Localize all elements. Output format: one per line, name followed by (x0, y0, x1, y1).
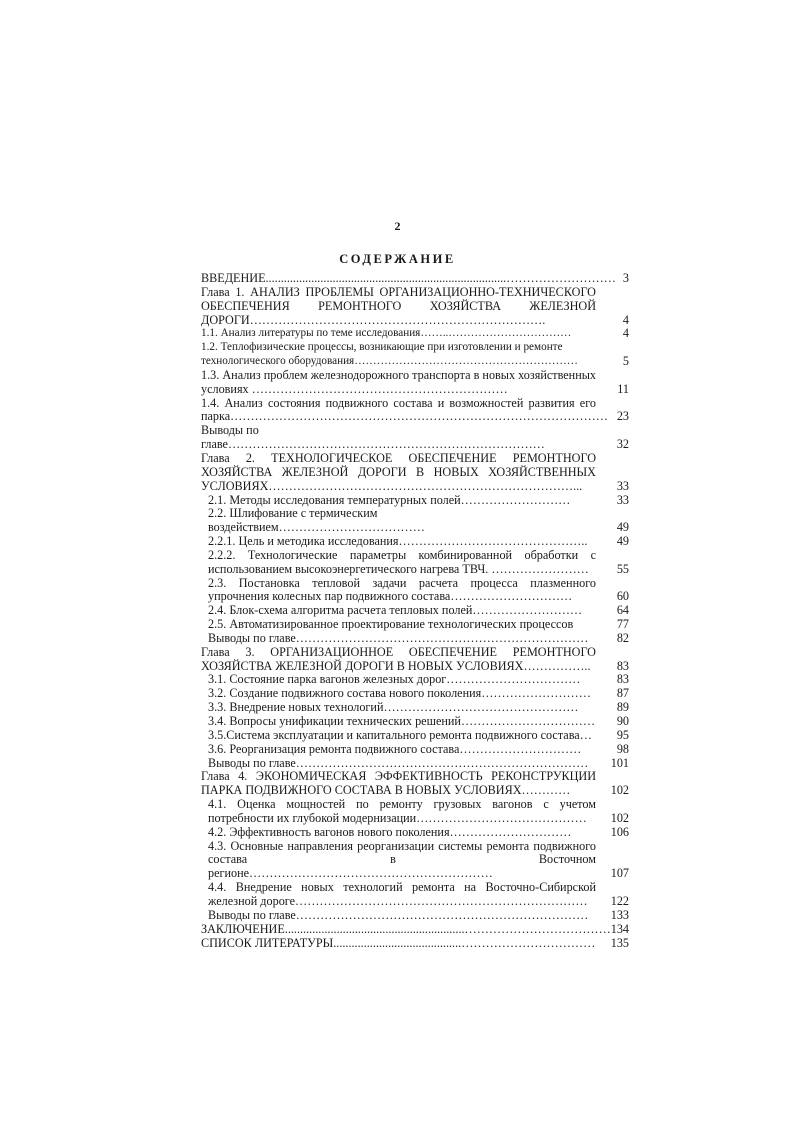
toc-page-number: 122 (610, 893, 629, 908)
toc-page-number: 33 (616, 478, 629, 493)
toc-page-number: 64 (616, 603, 629, 618)
toc-page-number: 102 (610, 783, 629, 798)
toc-entry-references[interactable]: СПИСОК ЛИТЕРАТУРЫ..........................................…………………………… 135 (201, 935, 629, 950)
page-number: 2 (394, 219, 401, 233)
toc-page-number: 11 (617, 381, 629, 396)
toc-entry-4-1[interactable]: 4.1. Оценка мощностей по ремонту грузовых вагонов с учетом потребности их глубокой модернизации…………………………………… 102 (208, 797, 629, 825)
toc-entry-conclusion[interactable]: ЗАКЛЮЧЕНИЕ...........................................................……………………………… 134 (201, 921, 629, 936)
toc-entry-introduction[interactable]: ВВЕДЕНИЕ...............................................................................……………………… 3 (201, 271, 629, 285)
toc-entry-conclusions-3[interactable]: Выводы по главе……………………………………………………………… 101 (208, 755, 629, 770)
toc-entry-2-2[interactable]: 2.2. Шлифование с термическим воздействием……………………………… 49 (208, 506, 629, 535)
toc-page-number: 55 (616, 561, 629, 576)
toc-entry-3-3[interactable]: 3.3. Внедрение новых технологий………………………………………… 89 (208, 700, 629, 715)
toc-page-number: 4 (622, 312, 629, 327)
toc-entry-chapter-1[interactable]: Глава 1. АНАЛИЗ ПРОБЛЕМЫ ОРГАНИЗАЦИОННО-ТЕХНИЧЕСКОГО ОБЕСПЕЧЕНИЯ РЕМОНТНОГО ХОЗЯЙСТВА ЖЕЛЕЗНОЙ ДОРОГИ………………………………………………………………. 4 (201, 284, 629, 327)
toc-entry-chapter-2[interactable]: Глава 2. ТЕХНОЛОГИЧЕСКОЕ ОБЕСПЕЧЕНИЕ РЕМОНТНОГО ХОЗЯЙСТВА ЖЕЛЕЗНОЙ ДОРОГИ В НОВЫХ ХОЗЯЙСТВЕННЫХ УСЛОВИЯХ…………………………………………………………………... 33 (201, 450, 629, 493)
toc-entry-1-2[interactable]: 1.2. Теплофизические процессы, возникающие при изготовлении и ремонте технологического оборудования…………………………………………………… 5 (201, 341, 629, 369)
toc-entry-2-1[interactable]: 2.1. Методы исследования температурных полей……………………… 33 (208, 492, 629, 507)
toc-page-number: 33 (616, 492, 629, 507)
toc-page-number: 90 (616, 714, 629, 728)
toc-entry-3-4[interactable]: 3.4. Вопросы унификации технических решений…………………………… 90 (208, 714, 629, 728)
toc-entry-2-5[interactable]: 2.5. Автоматизированное проектирование технологических процессов 77 (208, 617, 629, 632)
toc-entry-3-1[interactable]: 3.1. Состояние парка вагонов железных дорог…………………………… 83 (208, 672, 629, 687)
toc-entry-4-4[interactable]: 4.4. Внедрение новых технологий ремонта на Восточно-Сибирской железной дороге……………………………………………………………… 122 (208, 880, 629, 908)
toc-page-number: 89 (616, 700, 629, 715)
toc-entry-conclusions-1[interactable]: Выводы по главе…………………………………………………………………… 32 (201, 423, 629, 452)
toc-page-number: 5 (622, 354, 629, 369)
toc-entry-3-6[interactable]: 3.6. Реорганизация ремонта подвижного состава………………………… 98 (208, 741, 629, 756)
toc-page-number: 107 (610, 866, 629, 881)
toc-page-number: 133 (610, 907, 629, 922)
toc-entry-3-5[interactable]: 3.5.Система эксплуатации и капитального ремонта подвижного состава… 95 (208, 727, 629, 742)
toc-page-number: 95 (616, 727, 629, 742)
toc-page-number: 98 (616, 741, 629, 756)
toc-entry-4-2[interactable]: 4.2. Эффективность вагонов нового поколения………………………… 106 (208, 824, 629, 839)
toc-page-number: 101 (610, 755, 629, 770)
toc-entry-3-2[interactable]: 3.2. Создание подвижного состава нового поколения……………………… 87 (208, 686, 629, 701)
table-of-contents (201, 272, 629, 950)
toc-title: СОДЕРЖАНИЕ (339, 252, 456, 266)
toc-page-number: 83 (616, 658, 629, 673)
toc-page-number: 87 (616, 686, 629, 701)
toc-entry-1-3[interactable]: 1.3. Анализ проблем железнодорожного транспорта в новых хозяйственных условиях ……………………………………………………… 11 (201, 367, 629, 396)
toc-page-number: 77 (616, 617, 629, 632)
toc-entry-2-2-2[interactable]: 2.2.2. Технологические параметры комбинированной обработки с использованием высокоэнергетического нагрева ТВЧ. …………………… 55 (208, 547, 629, 576)
toc-entry-chapter-4[interactable]: Глава 4. ЭКОНОМИЧЕСКАЯ ЭФФЕКТИВНОСТЬ РЕКОНСТРУКЦИИ ПАРКА ПОДВИЖНОГО СОСТАВА В НОВЫХ УСЛОВИЯХ………… 102 (201, 769, 629, 798)
toc-page-number: 23 (616, 409, 629, 424)
toc-entry-conclusions-4[interactable]: Выводы по главе……………………………………………………………… 133 (208, 907, 629, 922)
toc-entry-conclusions-2[interactable]: Выводы по главе……………………………………………………………… 82 (208, 630, 629, 645)
toc-entry-1-4[interactable]: 1.4. Анализ состояния подвижного состава и возможностей развития его парка………………………………………………………………………………… 23 (201, 395, 629, 424)
toc-page-number: 134 (610, 921, 629, 936)
toc-page-number: 60 (616, 589, 629, 604)
toc-entry-1-1[interactable]: 1.1. Анализ литературы по теме исследования……..…………………………… 4 (201, 326, 629, 341)
toc-page-number: 135 (610, 935, 629, 950)
toc-page-number: 106 (610, 824, 629, 839)
toc-page-number: 83 (616, 672, 629, 687)
toc-entry-4-3[interactable]: 4.3. Основные направления реорганизации системы ремонта подвижного состава в Восточном регионе…………………………………………………… 107 (208, 838, 629, 881)
toc-page-number: 3 (622, 271, 629, 285)
toc-entry-2-4[interactable]: 2.4. Блок-схема алгоритма расчета тепловых полей……………………… 64 (208, 603, 629, 618)
toc-page-number: 4 (622, 326, 629, 341)
toc-entry-2-2-1[interactable]: 2.2.1. Цель и методика исследования……………………………………….. 49 (208, 534, 629, 549)
toc-entry-chapter-3[interactable]: Глава 3. ОРГАНИЗАЦИОННОЕ ОБЕСПЕЧЕНИЕ РЕМОНТНОГО ХОЗЯЙСТВА ЖЕЛЕЗНОЙ ДОРОГИ В НОВЫХ УСЛОВИЯХ…………….. 83 (201, 644, 629, 673)
toc-page-number: 82 (616, 630, 629, 645)
toc-page-number: 32 (616, 437, 629, 452)
toc-page-number: 49 (616, 534, 629, 549)
toc-page-number: 49 (616, 520, 629, 535)
toc-entry-2-3[interactable]: 2.3. Постановка тепловой задачи расчета процесса плазменного упрочнения колесных пар подвижного состава………………………… 60 (208, 575, 629, 604)
toc-page-number: 102 (610, 810, 629, 825)
